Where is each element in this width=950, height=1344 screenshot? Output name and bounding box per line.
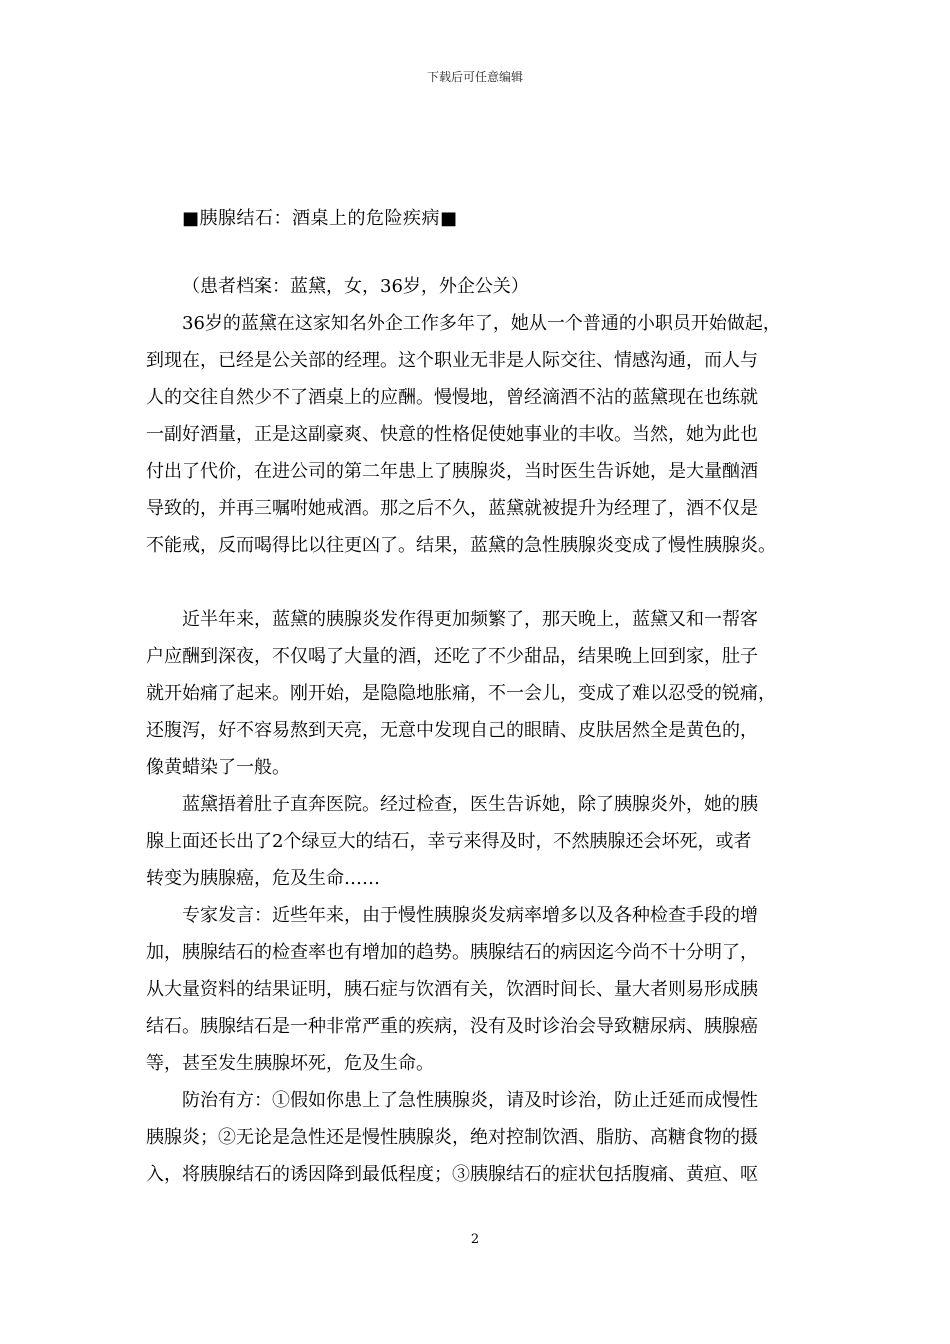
paragraph-line: 36岁的蓝黛在这家知名外企工作多年了，她从一个普通的小职员开始做起，: [182, 313, 781, 334]
document-title: ■胰腺结石：酒桌上的危险疾病■: [182, 208, 458, 229]
paragraph-line: 户应酬到深夜，不仅喝了大量的酒，还吃了不少甜品，结果晚上回到家，肚子: [146, 646, 758, 667]
document-body: [146, 268, 816, 1193]
paragraph-line: 专家发言：近些年来，由于慢性胰腺炎发病率增多以及各种检查手段的增: [182, 905, 758, 926]
paragraph-line: 转变为胰腺癌，危及生命……: [146, 868, 380, 889]
paragraph-line: 近半年来，蓝黛的胰腺炎发作得更加频繁了，那天晚上，蓝黛又和一帮客: [182, 609, 758, 630]
paragraph-line: 付出了代价，在进公司的第二年患上了胰腺炎，当时医生告诉她，是大量酗酒: [146, 461, 758, 482]
paragraph-line: 一副好酒量，正是这副豪爽、快意的性格促使她事业的丰收。当然，她为此也: [146, 424, 758, 445]
paragraph-gap: [146, 564, 816, 601]
paragraph-line: 腺上面还长出了2个绿豆大的结石，幸亏来得及时，不然胰腺还会坏死，或者: [146, 831, 752, 852]
paragraph-line: 导致的，并再三嘱咐她戒酒。那之后不久，蓝黛就被提升为经理了，酒不仅是: [146, 498, 758, 519]
paragraph-line: 入，将胰腺结石的诱因降到最低程度；③胰腺结石的症状包括腹痛、黄疸、呕: [146, 1164, 758, 1185]
page-number: 2: [470, 1232, 480, 1247]
page-header-note: 下载后可任意编辑: [426, 70, 523, 84]
patient-profile-line: （患者档案：蓝黛，女，36岁，外企公关）: [182, 276, 529, 297]
paragraph-line: 到现在，已经是公关部的经理。这个职业无非是人际交往、情感沟通，而人与: [146, 350, 758, 371]
paragraph-line: 人的交往自然少不了酒桌上的应酬。慢慢地，曾经滴酒不沾的蓝黛现在也练就: [146, 387, 758, 408]
paragraph-line: 等，甚至发生胰腺坏死，危及生命。: [146, 1053, 434, 1074]
paragraph-line: 结石。胰腺结石是一种非常严重的疾病，没有及时诊治会导致糖尿病、胰腺癌: [146, 1016, 758, 1037]
paragraph-line: 防治有方：①假如你患上了急性胰腺炎，请及时诊治，防止迁延而成慢性: [182, 1090, 758, 1111]
paragraph-line: 像黄蜡染了一般。: [146, 757, 290, 778]
paragraph-line: 还腹泻，好不容易熬到天亮，无意中发现自己的眼睛、皮肤居然全是黄色的，: [146, 720, 758, 741]
paragraph-line: 不能戒，反而喝得比以往更凶了。结果，蓝黛的急性胰腺炎变成了慢性胰腺炎。: [146, 535, 776, 556]
paragraph-line: 从大量资料的结果证明，胰石症与饮酒有关，饮酒时间长、量大者则易形成胰: [146, 979, 758, 1000]
paragraph-line: 就开始痛了起来。刚开始，是隐隐地胀痛，不一会儿，变成了难以忍受的锐痛，: [146, 683, 776, 704]
paragraph-line: 加，胰腺结石的检查率也有增加的趋势。胰腺结石的病因迄今尚不十分明了，: [146, 942, 758, 963]
paragraph-line: 蓝黛捂着肚子直奔医院。经过检查，医生告诉她，除了胰腺炎外，她的胰: [182, 794, 758, 815]
paragraph-line: 胰腺炎；②无论是急性还是慢性胰腺炎，绝对控制饮酒、脂肪、高糖食物的摄: [146, 1127, 758, 1148]
